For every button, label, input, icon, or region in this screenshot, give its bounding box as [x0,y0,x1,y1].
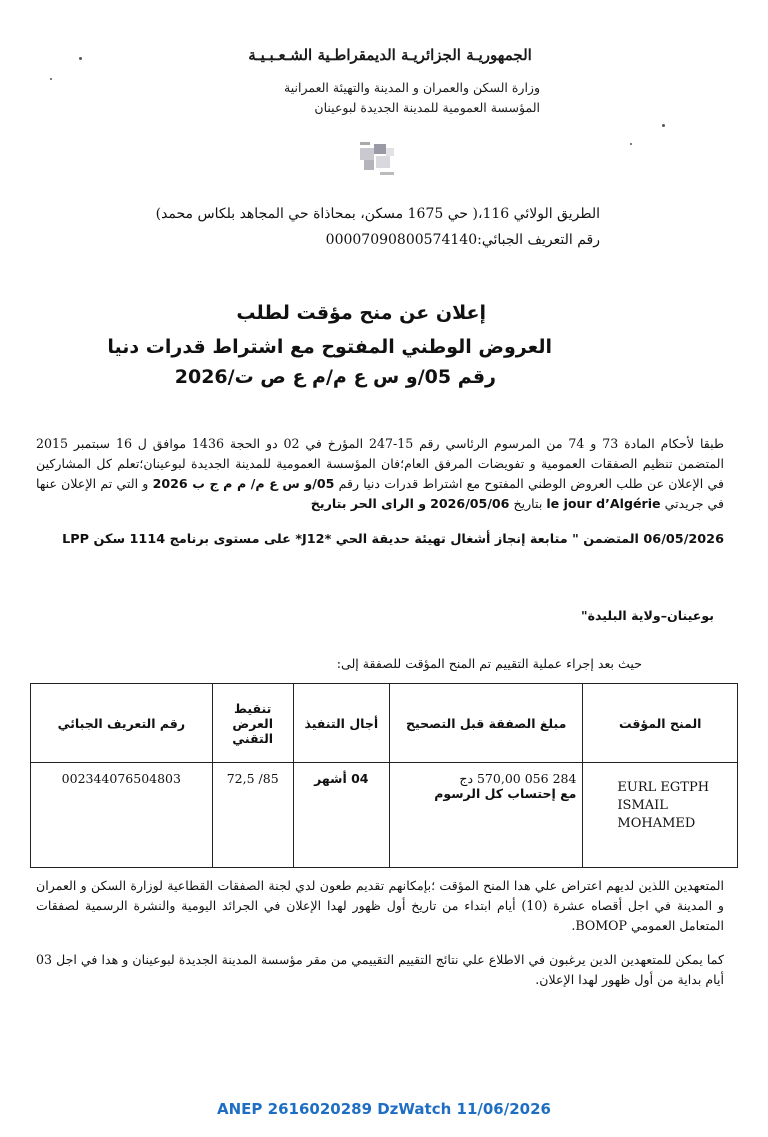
publication-date-1: 2026/05/06 [430,496,510,511]
awardee-name-line: ISMAIL [617,798,668,813]
agency-tax-id: رقم التعريف الجبائي:00007090800574140 [325,232,600,248]
tender-location: بوعينان–ولاية البليدة" [581,608,714,623]
header-technical-score: تنقيط العرض التقني [212,684,293,763]
tax-id-cell: 002344076504803 [31,763,213,868]
header-provisional-awardee: المنح المؤقت [583,684,738,763]
score-cell: 72,5 /85 [212,763,293,868]
award-table [30,683,738,868]
awardee-cell [583,763,738,868]
scan-speck [50,78,52,80]
publication-text: و التي تم الإعلان عنها في جريدتي [36,476,724,511]
newspaper-name-2: و الراى الحر بتاريخ [310,496,427,511]
agency-address: الطريق الولائي 116،( حي 1675 مسكن، بمحاذاة حي المجاهد بلكاس محمد) [155,206,600,222]
table-header-row [31,684,738,763]
agency-logo-icon [356,140,398,180]
table-row [31,763,738,868]
awardee-name-line: EURL EGTPH [617,780,710,795]
delay-cell: 04 أشهر [293,763,389,868]
scan-speck [79,57,82,60]
header-tax-id: رقم التعريف الجبائي [31,684,213,763]
header-amount: مبلغ الصفقة قبل التصحيح [389,684,583,763]
republic-heading: الجمهوريـة الجزائريـة الديمقراطـية الشـعـبـيـة [248,46,532,64]
notice-title-line1: إعلان عن منح مؤقت لطلب [236,302,486,324]
header-delay: أجال التنفيذ [293,684,389,763]
anep-footer: ANEP 2616020289 DzWatch 11/06/2026 [217,1100,551,1118]
newspaper-name-1: le jour d’Algérie [546,496,661,511]
legal-basis-text: طبقا لأحكام المادة 73 و 74 من المرسوم الرئاسي رقم 15-247 المؤرخ في 02 دو الحجة 1436 موافق ل 16 سبتمبر 2015 المتضمن تنظيم الصفقات العمومية و تفويضات المرفق العام؛فان المؤسسة العمومية للمدينة الجديدة لبوعينان؛تعلم كل المشاركين في الإعلان عن طلب العروض الوطني المفتوح مع اشتراط قدرات دنيا رقم [36,436,724,491]
scan-speck [662,124,665,127]
date-prefix: بتاريخ [513,496,543,511]
amount-cell [389,763,583,868]
awardee-name-line: MOHAMED [617,816,696,831]
notice-reference-number: رقم 05/و س ع م/م ع ص ت/2026 [174,366,496,388]
award-intro: حيث بعد إجراء عملية التقييم تم المنح المؤقت للصفقة إلى: [336,656,642,671]
ministry-name: وزارة السكن والعمران و المدينة والتهيئة العمرانية [284,80,540,95]
consultation-paragraph: كما يمكن للمتعهدين الدين يرغبون في الاطلاع علي نتائج التقييم التقييمي من مقر مؤسسة المدينة الجديدة لبوعينان و هدا في اجل 03 أيام بداية من أول ظهور لهدا الإعلان. [36,952,724,987]
appeal-paragraph: المتعهدين اللذين لديهم اعتراض علي هدا المنح المؤقت ؛بإمكانهم تقديم طعون لدي لجنة الصفقات القطاعية لوزارة السكن و العمران و المدينة في اجل أقصاه عشرة (10) أيام ابتداء من تاريخ أول ظهور لهدا الإعلان في الجرائد اليومية والنشرة الرسمية لصفقات المتعامل العمومي BOMOP. [36,878,725,933]
legal-basis-paragraph [36,434,724,514]
scan-speck [630,143,632,145]
tender-subject: 06/05/2026 المتضمن " متابعة إنجاز أشغال تهيئة حديقة الحي *J12* على مستوى برنامج 1114 سكن LPP [62,532,724,547]
notice-title-line2: العروض الوطني المفتوح مع اشتراط قدرات دنيا [107,336,552,358]
tender-reference: 05/و س ع م/ م م ج ب 2026 [152,476,335,491]
amount-note: مع إحتساب كل الرسوم [434,786,577,801]
amount-value: 284 056 570,00 دج [459,771,577,786]
agency-name: المؤسسة العمومية للمدينة الجديدة لبوعينان [314,100,540,115]
